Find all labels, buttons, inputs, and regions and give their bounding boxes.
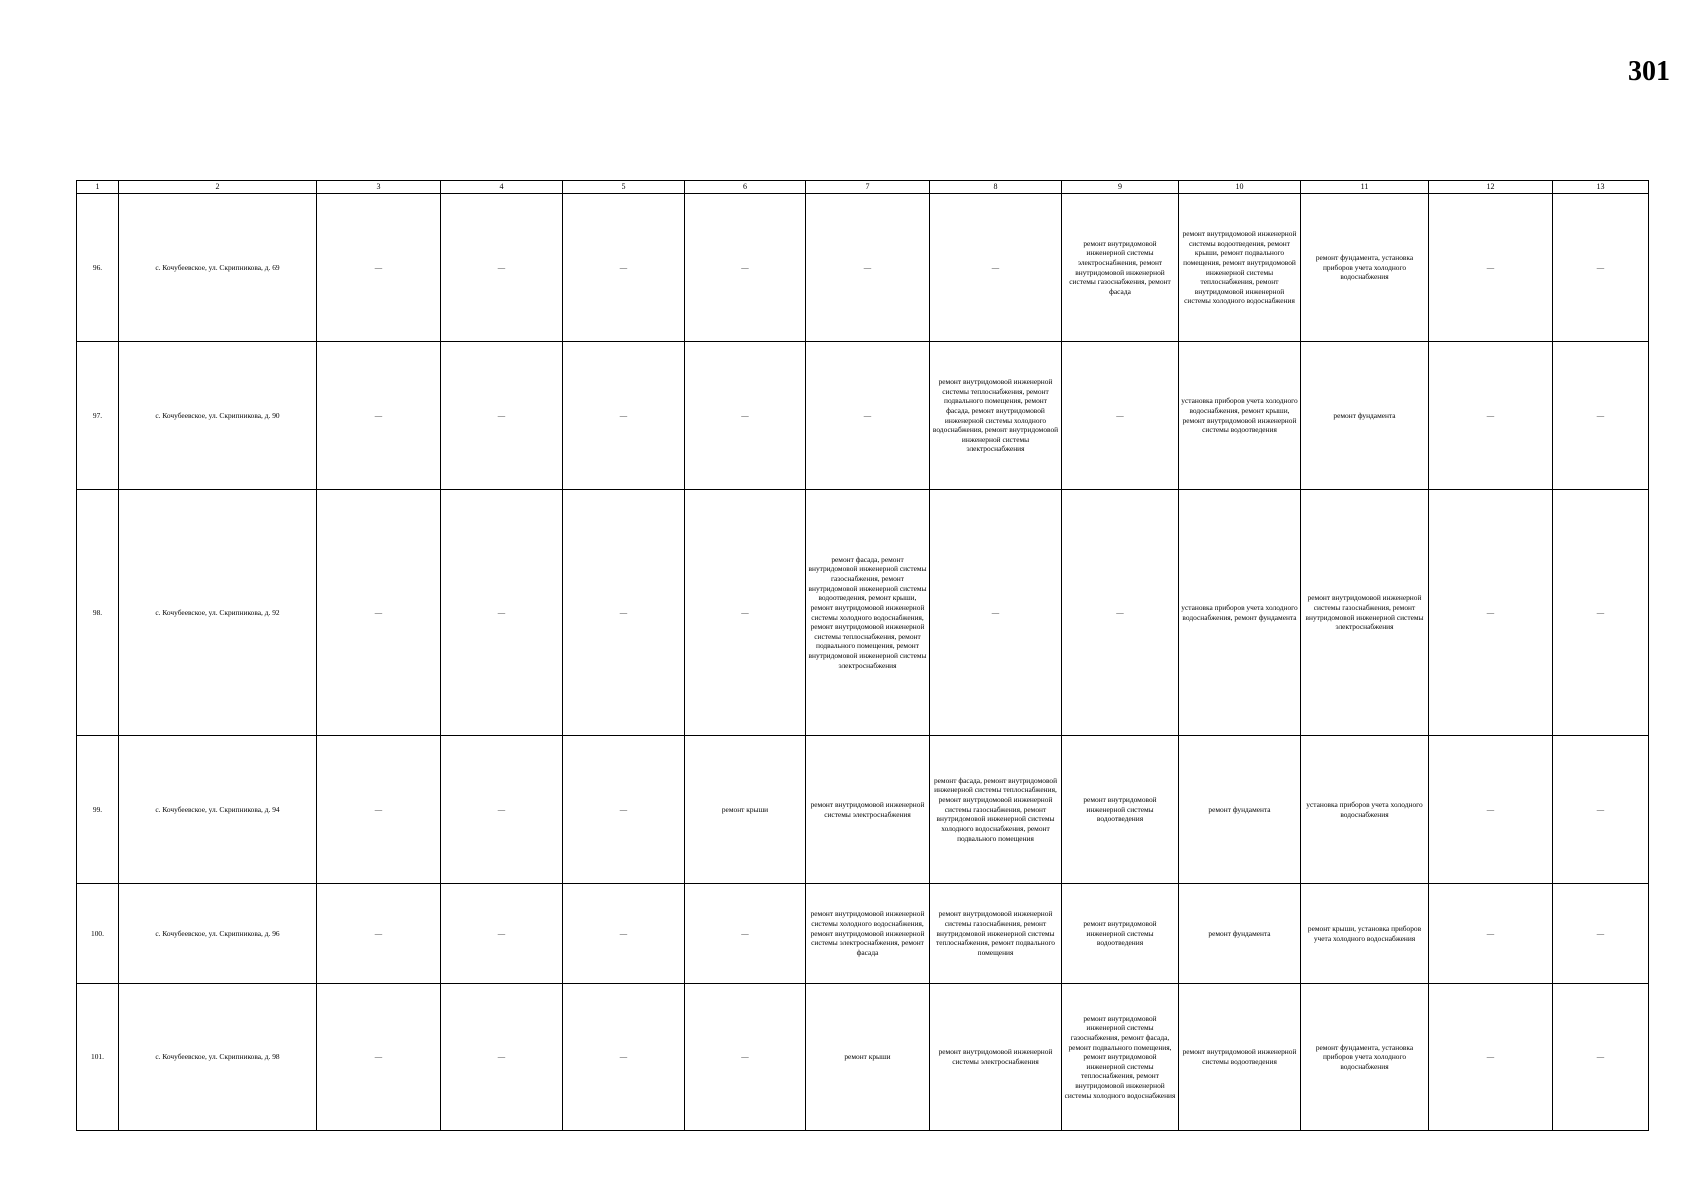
work-cell: ремонт внутридомовой инженерной системы водоотведения xyxy=(1062,884,1179,984)
work-cell: ремонт фундамента, установка приборов учета холодного водоснабжения xyxy=(1301,194,1429,342)
work-cell: — xyxy=(1429,194,1553,342)
work-cell: ремонт фасада, ремонт внутридомовой инженерной системы газоснабжения, ремонт внутридомовой инженерной системы водоотведения, ремонт крыши, ремонт внутридомовой инженерной системы холодного водоснабжения, ремонт внутридомовой инженерной системы теплоснабжения, ремонт подвального помещения, ремонт внутридомовой инженерной системы электроснабжения xyxy=(806,490,930,736)
column-header: 4 xyxy=(441,181,563,194)
column-header: 1 xyxy=(77,181,119,194)
work-cell: — xyxy=(441,884,563,984)
work-cell: — xyxy=(441,490,563,736)
work-cell: ремонт внутридомовой инженерной системы электроснабжения, ремонт внутридомовой инженерной системы газоснабжения, ремонт фасада xyxy=(1062,194,1179,342)
work-cell: — xyxy=(317,984,441,1131)
table-row xyxy=(77,342,1649,490)
work-cell: ремонт фундамента xyxy=(1179,736,1301,884)
work-cell: — xyxy=(563,342,685,490)
work-cell: — xyxy=(1062,342,1179,490)
work-cell: ремонт внутридомовой инженерной системы газоснабжения, ремонт фасада, ремонт подвального помещения, ремонт внутридомовой инженерной системы теплоснабжения, ремонт внутридомовой инженерной системы холодного водоснабжения xyxy=(1062,984,1179,1131)
address-cell: с. Кочубеевское, ул. Скрипникова, д. 94 xyxy=(119,736,317,884)
work-cell: — xyxy=(441,984,563,1131)
column-header: 3 xyxy=(317,181,441,194)
row-number: 99. xyxy=(77,736,119,884)
work-cell: ремонт внутридомовой инженерной системы газоснабжения, ремонт внутридомовой инженерной системы электроснабжения xyxy=(1301,490,1429,736)
work-cell: ремонт внутридомовой инженерной системы теплоснабжения, ремонт подвального помещения, ремонт фасада, ремонт внутридомовой инженерной системы холодного водоснабжения, ремонт внутридомовой инженерной системы электроснабжения xyxy=(930,342,1062,490)
work-cell: — xyxy=(685,194,806,342)
work-cell: — xyxy=(563,194,685,342)
work-cell: — xyxy=(1553,884,1649,984)
work-cell: — xyxy=(1429,884,1553,984)
work-cell: — xyxy=(806,194,930,342)
repair-plan-table xyxy=(76,180,1649,1131)
table-row xyxy=(77,490,1649,736)
work-cell: — xyxy=(563,736,685,884)
work-cell: — xyxy=(317,342,441,490)
row-number: 96. xyxy=(77,194,119,342)
work-cell: ремонт крыши, установка приборов учета холодного водоснабжения xyxy=(1301,884,1429,984)
work-cell: — xyxy=(806,342,930,490)
row-number: 100. xyxy=(77,884,119,984)
work-cell: — xyxy=(1553,984,1649,1131)
address-cell: с. Кочубеевское, ул. Скрипникова, д. 69 xyxy=(119,194,317,342)
column-header: 5 xyxy=(563,181,685,194)
work-cell: ремонт внутридомовой инженерной системы холодного водоснабжения, ремонт внутридомовой инженерной системы электроснабжения, ремонт фасада xyxy=(806,884,930,984)
work-cell: — xyxy=(1429,342,1553,490)
column-header: 7 xyxy=(806,181,930,194)
page-number: 301 xyxy=(1628,56,1670,87)
work-cell: установка приборов учета холодного водоснабжения, ремонт крыши, ремонт внутридомовой инженерной системы водоотведения xyxy=(1179,342,1301,490)
column-number-row xyxy=(77,181,1649,194)
work-cell: — xyxy=(1553,490,1649,736)
work-cell: ремонт внутридомовой инженерной системы водоотведения xyxy=(1179,984,1301,1131)
work-cell: — xyxy=(1553,342,1649,490)
work-cell: — xyxy=(1553,736,1649,884)
row-number: 101. xyxy=(77,984,119,1131)
work-cell: — xyxy=(317,490,441,736)
work-cell: ремонт фундамента xyxy=(1301,342,1429,490)
work-cell: — xyxy=(1429,736,1553,884)
work-cell: ремонт крыши xyxy=(685,736,806,884)
column-header: 9 xyxy=(1062,181,1179,194)
work-cell: — xyxy=(930,194,1062,342)
address-cell: с. Кочубеевское, ул. Скрипникова, д. 92 xyxy=(119,490,317,736)
work-cell: — xyxy=(441,342,563,490)
column-header: 10 xyxy=(1179,181,1301,194)
column-header: 13 xyxy=(1553,181,1649,194)
work-cell: ремонт крыши xyxy=(806,984,930,1131)
work-cell: ремонт внутридомовой инженерной системы электроснабжения xyxy=(930,984,1062,1131)
work-cell: — xyxy=(1553,194,1649,342)
column-header: 12 xyxy=(1429,181,1553,194)
work-cell: ремонт внутридомовой инженерной системы водоотведения xyxy=(1062,736,1179,884)
work-cell: ремонт фундамента, установка приборов учета холодного водоснабжения xyxy=(1301,984,1429,1131)
work-cell: ремонт внутридомовой инженерной системы водоотведения, ремонт крыши, ремонт подвального помещения, ремонт внутридомовой инженерной системы теплоснабжения, ремонт внутридомовой инженерной системы холодного водоснабжения xyxy=(1179,194,1301,342)
address-cell: с. Кочубеевское, ул. Скрипникова, д. 90 xyxy=(119,342,317,490)
table-row xyxy=(77,194,1649,342)
address-cell: с. Кочубеевское, ул. Скрипникова, д. 96 xyxy=(119,884,317,984)
work-cell: ремонт внутридомовой инженерной системы электроснабжения xyxy=(806,736,930,884)
work-cell: установка приборов учета холодного водоснабжения, ремонт фундамента xyxy=(1179,490,1301,736)
work-cell: — xyxy=(685,984,806,1131)
address-cell: с. Кочубеевское, ул. Скрипникова, д. 98 xyxy=(119,984,317,1131)
work-cell: ремонт фасада, ремонт внутридомовой инженерной системы теплоснабжения, ремонт внутридомовой инженерной системы газоснабжения, ремонт внутридомовой инженерной системы холодного водоснабжения, ремонт подвального помещения xyxy=(930,736,1062,884)
work-cell: ремонт фундамента xyxy=(1179,884,1301,984)
work-cell: — xyxy=(1429,984,1553,1131)
column-header: 11 xyxy=(1301,181,1429,194)
work-cell: установка приборов учета холодного водоснабжения xyxy=(1301,736,1429,884)
work-cell: — xyxy=(685,342,806,490)
work-cell: — xyxy=(930,490,1062,736)
work-cell: — xyxy=(317,884,441,984)
column-header: 8 xyxy=(930,181,1062,194)
column-header: 2 xyxy=(119,181,317,194)
row-number: 97. xyxy=(77,342,119,490)
work-cell: — xyxy=(1429,490,1553,736)
work-cell: ремонт внутридомовой инженерной системы газоснабжения, ремонт внутридомовой инженерной системы теплоснабжения, ремонт подвального помещения xyxy=(930,884,1062,984)
work-cell: — xyxy=(1062,490,1179,736)
work-cell: — xyxy=(563,490,685,736)
table-row xyxy=(77,736,1649,884)
work-cell: — xyxy=(317,194,441,342)
work-cell: — xyxy=(441,194,563,342)
work-cell: — xyxy=(441,736,563,884)
work-cell: — xyxy=(563,884,685,984)
work-cell: — xyxy=(685,884,806,984)
work-cell: — xyxy=(317,736,441,884)
row-number: 98. xyxy=(77,490,119,736)
work-cell: — xyxy=(563,984,685,1131)
table-row xyxy=(77,984,1649,1131)
column-header: 6 xyxy=(685,181,806,194)
table-row xyxy=(77,884,1649,984)
work-cell: — xyxy=(685,490,806,736)
